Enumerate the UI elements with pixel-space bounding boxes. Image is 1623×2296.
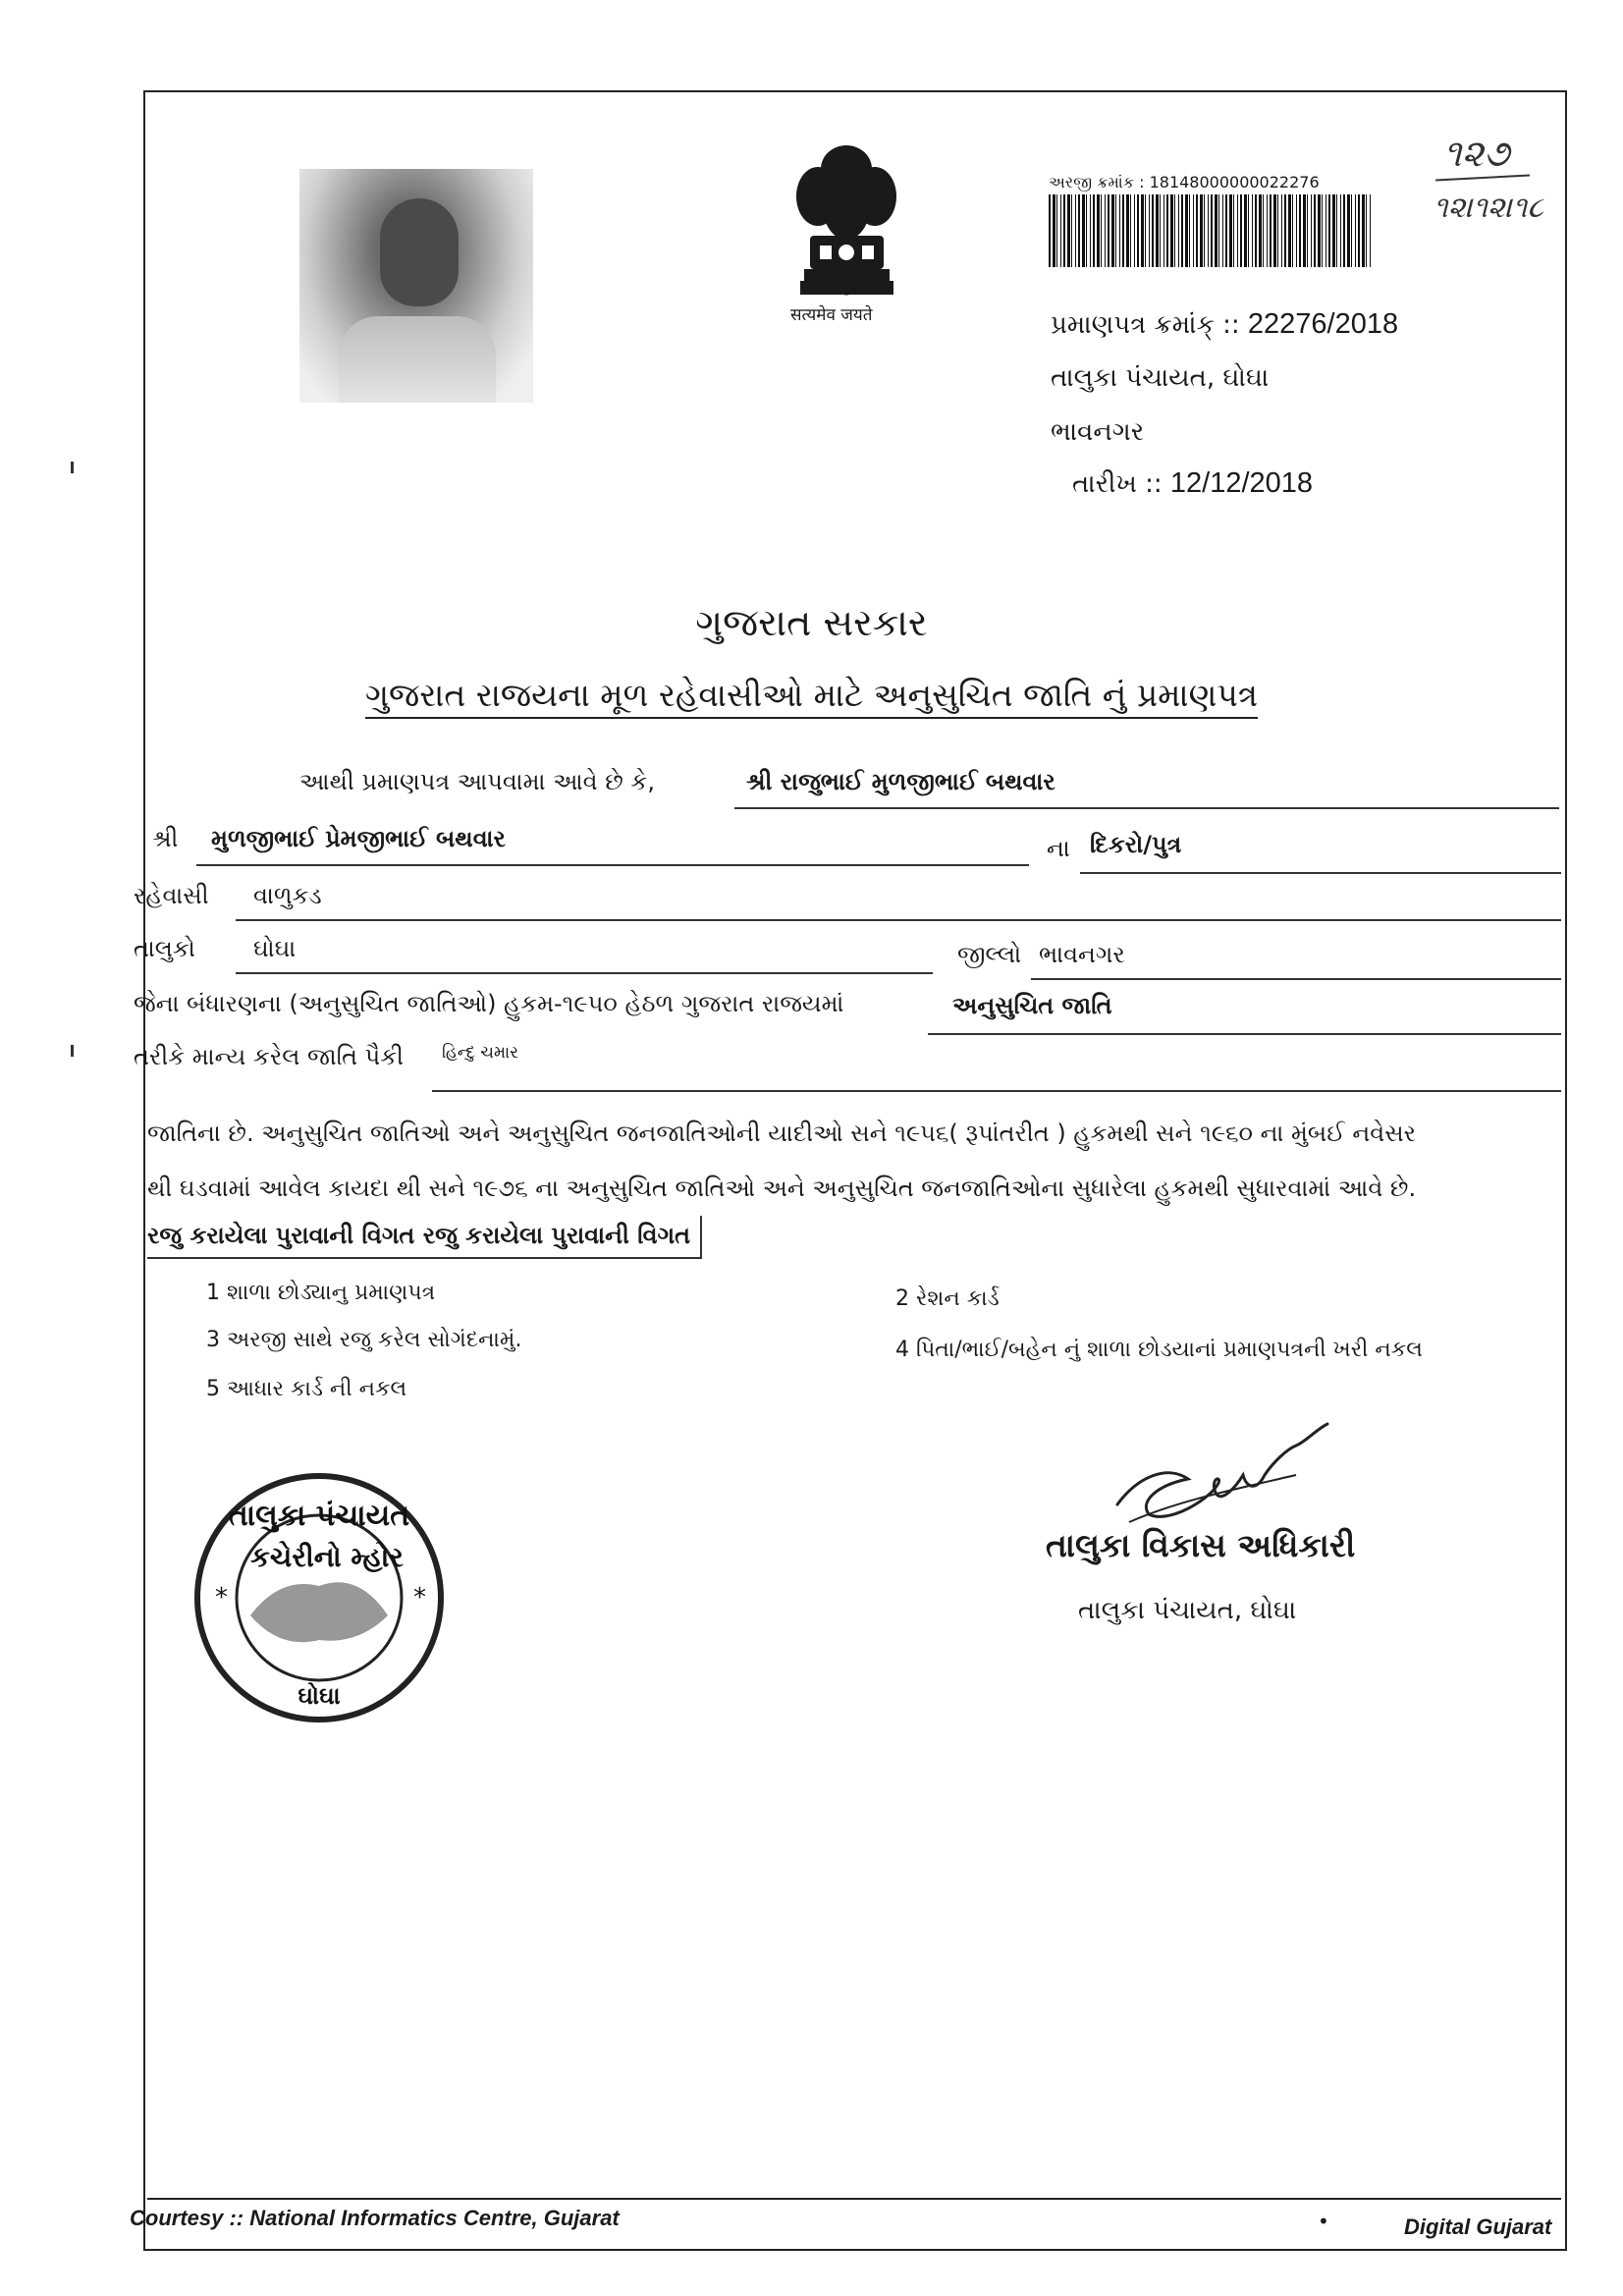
handwritten-number: ૧૨૭ (1443, 132, 1510, 175)
shri-label: શ્રી (152, 825, 179, 852)
document-title: ગુજરાત સરકાર (695, 601, 928, 644)
office-seal-stamp (191, 1468, 447, 1728)
applicant-photo (299, 169, 533, 403)
svg-text:*: * (413, 1583, 426, 1613)
underline (236, 919, 1561, 921)
taluka-value: ઘોઘા (253, 935, 297, 962)
issue-date: 12/12/2018 (1169, 467, 1314, 499)
svg-text:*: * (215, 1583, 228, 1613)
legal-line-1: જાતિના છે. અનુસુચિત જાતિઓ અને અનુસુચિત જનજાતિઓની યાદીઓ સને ૧૯૫૬( રૂપાંતરીત ) હુકમથી સને ૧૯૬૦ ના મુંબઈ નવેસર (147, 1120, 1417, 1147)
intro-text: આથી પ્રમાણપત્ર આપવામા આવે છે કે, (299, 768, 655, 795)
underline (928, 1033, 1561, 1035)
holder-name: શ્રી રાજુભાઈ મુળજીભાઈ બથવાર (746, 768, 1055, 795)
seal-bottom-text: ઘોઘા (298, 1682, 341, 1710)
document-subtitle: ગુજરાત રાજયના મૂળ રહેવાસીઓ માટે અનુસુચિત જાતિ નું પ્રમાણપત્ર (0, 676, 1623, 715)
date-label: તારીખ :: (1072, 469, 1163, 499)
resident-village: વાળુકડ (253, 882, 322, 909)
underline (734, 807, 1559, 809)
evidence-item: 5 આધાર કાર્ડ ની નકલ (206, 1377, 407, 1401)
resident-label: રહેવાસી (134, 882, 209, 909)
legal-paragraph (147, 1106, 1492, 1216)
evidence-item: 1 શાળા છોડ્યાનુ પ્રમાણપત્ર (206, 1281, 436, 1305)
underline (432, 1090, 1561, 1092)
seal-middle-text: કચેરીનો મ્હોર (250, 1541, 404, 1573)
certificate-number-row (1051, 308, 1398, 341)
evidence-item: 3 અરજી સાથે રજુ કરેલ સોગંદનામું. (206, 1328, 522, 1352)
taluka-label: તાલુકો (134, 935, 195, 962)
officer-signature (1100, 1406, 1345, 1534)
barcode (1049, 194, 1373, 267)
application-number: અરજી ક્રમાંક : 18148000000022276 (1049, 173, 1320, 191)
caste-value: હિન્દુ ચમાર (442, 1043, 518, 1063)
seal-top-text: તાલુકા પંચાયત (228, 1499, 410, 1533)
scan-mark (71, 462, 74, 473)
evidence-item: 4 પિતા/ભાઈ/બહેન નું શાળા છોડયાનાં પ્રમાણપત્રની ખરી નકલ (895, 1338, 1423, 1362)
evidence-item: 2 રેશન કાર્ડ (895, 1286, 1000, 1311)
handwritten-date: ૧૨।૧૨।૧૮ (1434, 191, 1543, 225)
district-label: જીલ્લો (957, 941, 1022, 968)
certificate-number-label: પ્રમાણપત્ર ક્રમાંક્ :: (1051, 310, 1240, 340)
district-value: ભાવનગર (1039, 941, 1125, 968)
father-name: મુળજીભાઈ પ્રેમજીભાઈ બથવાર (211, 825, 506, 852)
signatory-title: તાલુકા વિકાસ અધિકારી (1046, 1526, 1356, 1564)
underline (1031, 978, 1561, 980)
footer-brand: Digital Gujarat (1404, 2214, 1552, 2239)
relation-prefix: ના (1047, 835, 1070, 862)
scan-mark (71, 1045, 74, 1057)
date-row (1072, 467, 1313, 500)
evidence-heading: રજુ કરાયેલા પુરાવાની વિગત રજુ કરાયેલા પુરાવાની વિગત (147, 1216, 702, 1259)
footer-bullet: • (1318, 2210, 1329, 2233)
legal-line-2: થી ઘડવામાં આવેલ કાયદા થી સને ૧૯૭૬ ના અનુસુચિત જાતિઓ અને અનુસુચિત જનજાતિઓના સુધારેલા હુકમથી સુધારવામાં આવે છે. (147, 1175, 1417, 1202)
recognized-label: તરીકે માન્ય કરેલ જાતિ પૈકી (134, 1043, 405, 1070)
order-text: જેના બંધારણના (અનુસુચિત જાતિઓ) હુકમ-૧૯૫૦ હેઠળ ગુજરાત રાજયમાં (134, 990, 844, 1017)
relation: દિકરો/પુત્ર (1090, 831, 1182, 858)
underline (236, 972, 933, 974)
emblem-caption: सत्यमेव जयते (790, 305, 873, 325)
signatory-office: તાલુકા પંચાયત, ઘોઘા (1078, 1596, 1297, 1625)
district-name: ભાવનગર (1051, 417, 1145, 447)
office-name: તાલુકા પંચાયત, ઘોઘા (1051, 363, 1270, 393)
underline (1080, 872, 1561, 874)
certificate-number: 22276/2018 (1247, 308, 1399, 340)
national-emblem-icon (781, 137, 913, 324)
footer-courtesy: Courtesy :: National Informatics Centre, Gujarat (130, 2206, 620, 2230)
underline (196, 864, 1029, 866)
category: અનુસુચિત જાતિ (952, 992, 1112, 1019)
footer-divider (147, 2198, 1561, 2200)
